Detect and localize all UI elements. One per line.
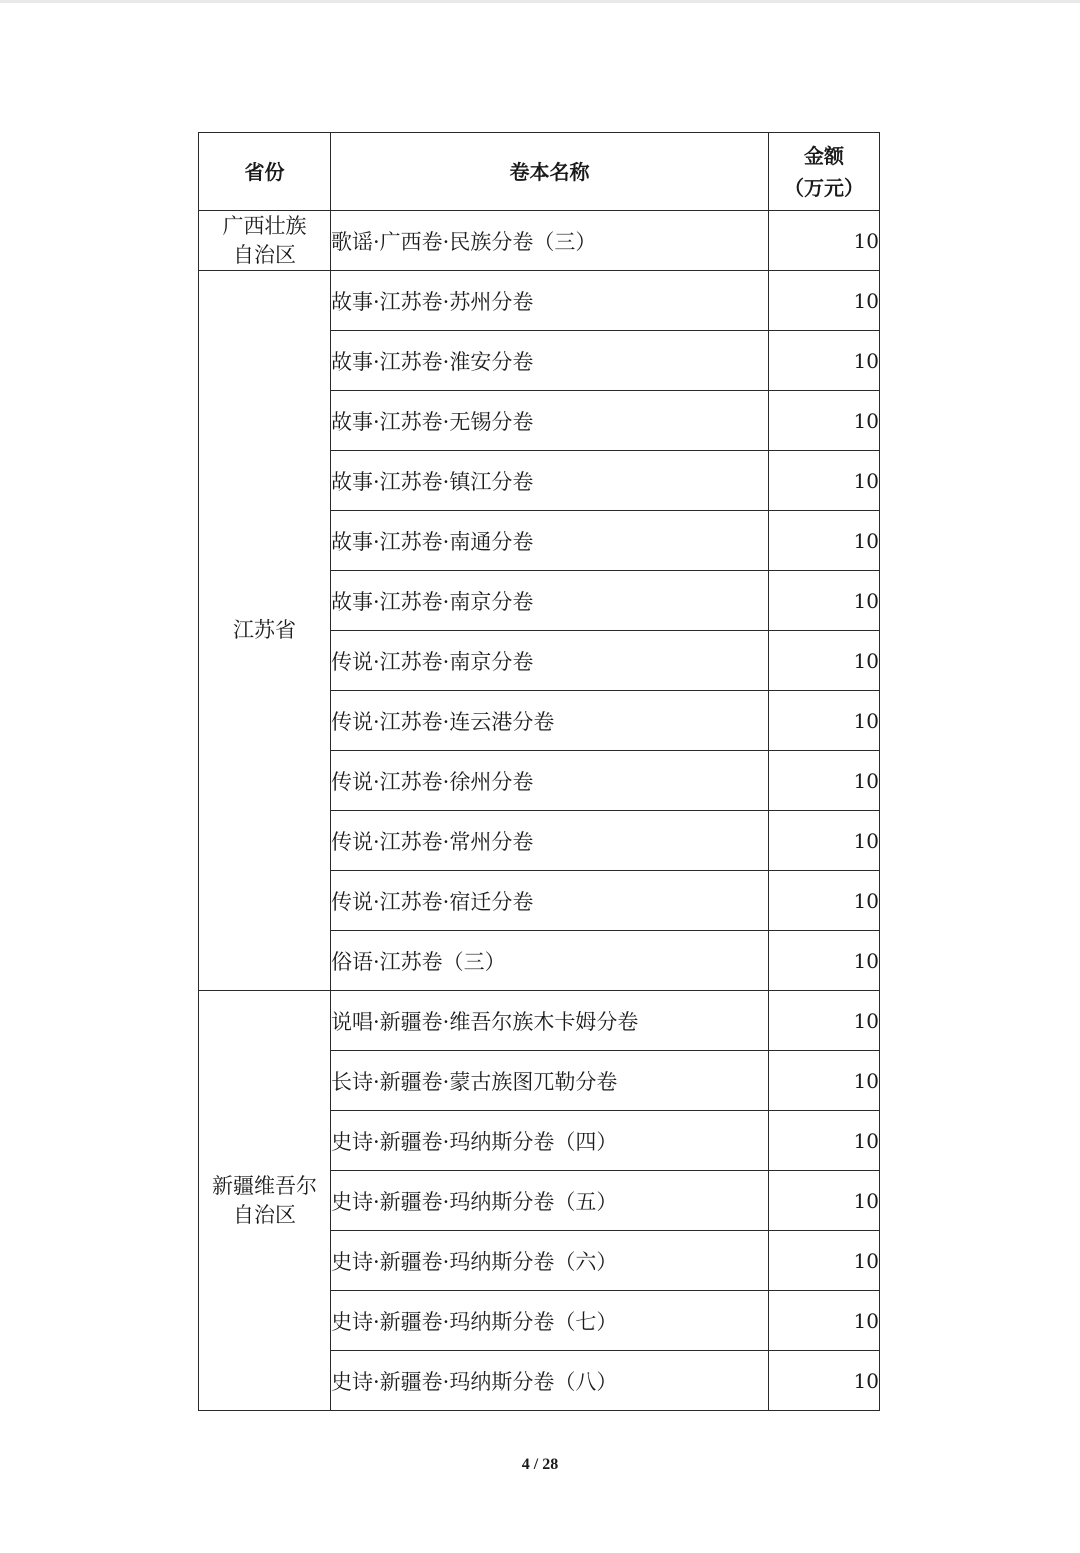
volume-name-cell: 故事·江苏卷·淮安分卷 [331, 331, 769, 391]
amount-cell: 10 [769, 1351, 880, 1411]
volume-name-cell: 故事·江苏卷·无锡分卷 [331, 391, 769, 451]
volume-name-cell: 史诗·新疆卷·玛纳斯分卷（四） [331, 1111, 769, 1171]
province-name-line: 广西壮族 [222, 213, 307, 238]
volume-name-cell: 史诗·新疆卷·玛纳斯分卷（五） [331, 1171, 769, 1231]
table-row [199, 211, 880, 271]
volume-name-cell: 故事·江苏卷·苏州分卷 [331, 271, 769, 331]
province-cell [199, 211, 331, 271]
volume-name-cell: 史诗·新疆卷·玛纳斯分卷（六） [331, 1231, 769, 1291]
volume-name-cell: 史诗·新疆卷·玛纳斯分卷（七） [331, 1291, 769, 1351]
header-amount-label: 金额 [804, 143, 844, 168]
header-volume-name: 卷本名称 [331, 133, 769, 211]
amount-cell: 10 [769, 211, 880, 271]
page-number: 4 / 28 [521, 1456, 559, 1473]
province-name-line: 江苏省 [233, 618, 296, 642]
province-cell [199, 991, 331, 1411]
amount-cell: 10 [769, 571, 880, 631]
amount-cell: 10 [769, 811, 880, 871]
amount-cell: 10 [769, 1231, 880, 1291]
header-amount-unit: （万元） [784, 175, 864, 200]
amount-cell: 10 [769, 931, 880, 991]
amount-cell: 10 [769, 631, 880, 691]
volume-name-cell: 说唱·新疆卷·维吾尔族木卡姆分卷 [331, 991, 769, 1051]
province-name-line: 自治区 [233, 1202, 296, 1227]
volume-name-cell: 传说·江苏卷·徐州分卷 [331, 751, 769, 811]
amount-cell: 10 [769, 991, 880, 1051]
top-edge-shade [0, 0, 1080, 3]
amount-cell: 10 [769, 751, 880, 811]
volume-name-cell: 故事·江苏卷·南京分卷 [331, 571, 769, 631]
table-body [199, 211, 880, 1411]
amount-cell: 10 [769, 1051, 880, 1111]
amount-cell: 10 [769, 451, 880, 511]
volume-name-cell: 俗语·江苏卷（三） [331, 931, 769, 991]
volume-name-cell: 故事·江苏卷·镇江分卷 [331, 451, 769, 511]
amount-cell: 10 [769, 1171, 880, 1231]
amount-cell: 10 [769, 871, 880, 931]
volume-name-cell: 长诗·新疆卷·蒙古族图兀勒分卷 [331, 1051, 769, 1111]
header-amount [769, 133, 880, 211]
table-header-row [199, 133, 880, 211]
volume-name-cell: 传说·江苏卷·连云港分卷 [331, 691, 769, 751]
volume-name-cell: 传说·江苏卷·南京分卷 [331, 631, 769, 691]
table-row [199, 991, 880, 1051]
table-row [199, 271, 880, 331]
province-name-line: 自治区 [233, 242, 296, 267]
header-province: 省份 [199, 133, 331, 211]
volume-name-cell: 歌谣·广西卷·民族分卷（三） [331, 211, 769, 271]
volume-name-cell: 故事·江苏卷·南通分卷 [331, 511, 769, 571]
volume-name-cell: 传说·江苏卷·常州分卷 [331, 811, 769, 871]
province-cell [199, 271, 331, 991]
amount-cell: 10 [769, 1291, 880, 1351]
amount-cell: 10 [769, 391, 880, 451]
volume-name-cell: 史诗·新疆卷·玛纳斯分卷（八） [331, 1351, 769, 1411]
amount-cell: 10 [769, 331, 880, 391]
volume-name-cell: 传说·江苏卷·宿迁分卷 [331, 871, 769, 931]
province-name-line: 新疆维吾尔 [212, 1173, 317, 1198]
funding-table [198, 132, 880, 1411]
amount-cell: 10 [769, 1111, 880, 1171]
amount-cell: 10 [769, 511, 880, 571]
amount-cell: 10 [769, 691, 880, 751]
amount-cell: 10 [769, 271, 880, 331]
